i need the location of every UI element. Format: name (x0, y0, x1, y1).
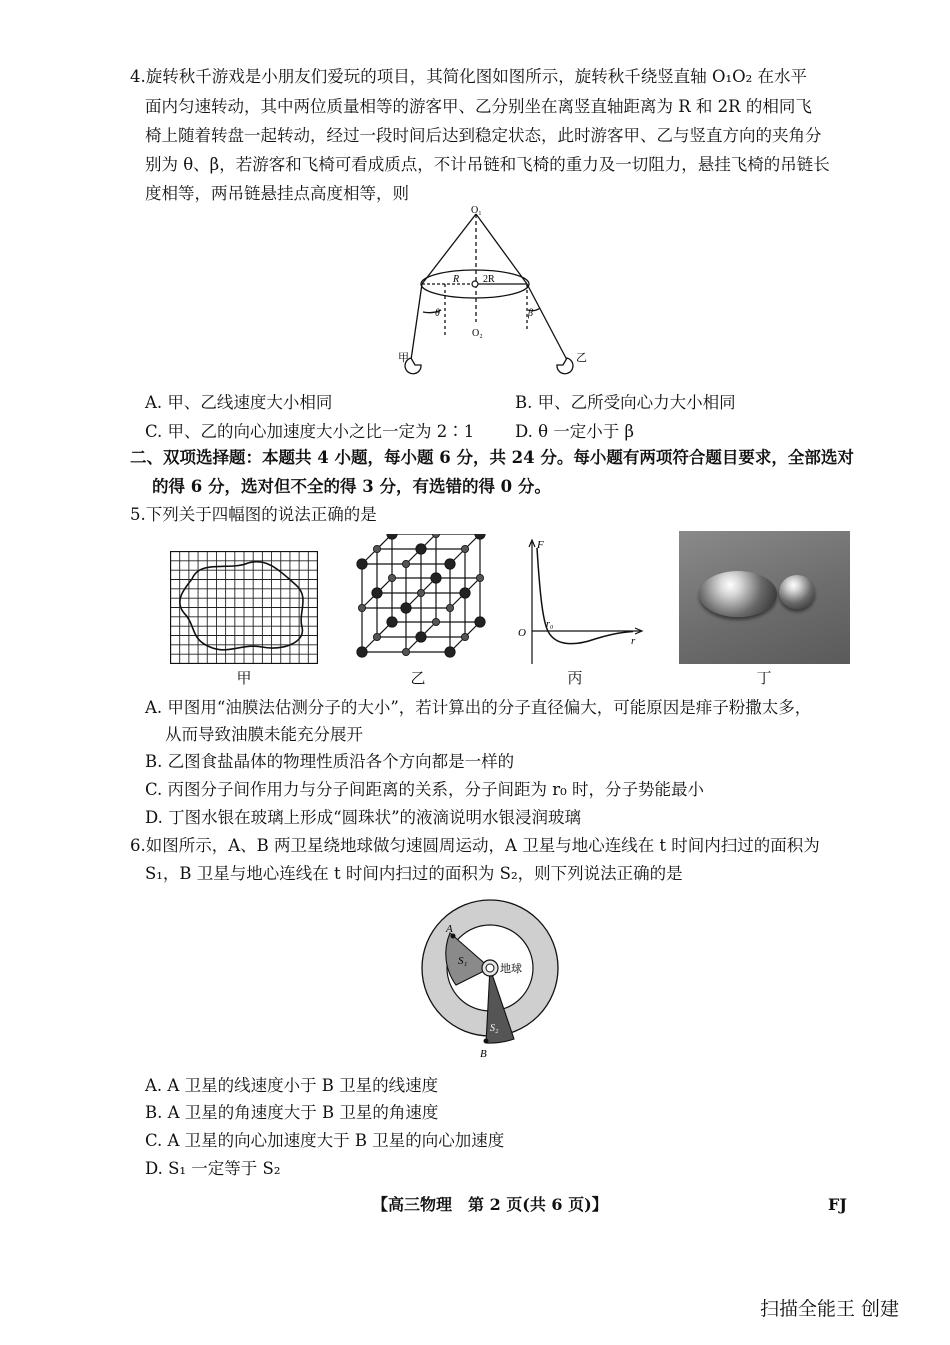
lattice-atom-large (357, 559, 367, 569)
label-jia: 甲 (398, 352, 409, 364)
q6-option-a: A. A 卫星的线速度小于 B 卫星的线速度 (145, 1076, 439, 1095)
q4-stem-line-2: 面内匀速转动，其中两位质量相等的游客甲、乙分别坐在离竖直轴距离为 R 和 2R 的相同飞 (145, 97, 812, 116)
lattice-atom-small (402, 560, 409, 567)
q5-stem: 5.下列关于四幅图的说法正确的是 (130, 505, 377, 524)
footer-code: FJ (828, 1195, 847, 1214)
orbit-label-a: A (446, 923, 453, 935)
satellite-orbit-figure (410, 893, 580, 1063)
label-beta: β (528, 308, 533, 319)
lattice-atom-small (446, 604, 453, 611)
lattice-atom-small (402, 648, 409, 655)
q4-stem-line-3: 椅上随着转盘一起转动，经过一段时间后达到稳定状态，此时游客甲、乙与竖直方向的夹角分 (145, 126, 822, 145)
q4-stem-line-5: 度相等，两吊链悬挂点高度相等，则 (145, 184, 409, 203)
axis-center-point (472, 281, 478, 287)
q6-option-b: B. A 卫星的角速度大于 B 卫星的角速度 (145, 1103, 439, 1122)
lattice-atom-small (432, 534, 439, 538)
lattice-atom-small (358, 604, 365, 611)
oil-film-grid-figure (170, 551, 318, 664)
lattice-atom-large (372, 588, 382, 598)
page-footer: 【高三物理 第 2 页(共 6 页)】 (372, 1195, 608, 1214)
q4-option-b: B. 甲、乙所受向心力大小相同 (515, 393, 736, 412)
mercury-drop-small (779, 575, 815, 609)
q5-option-a-line-1: A. 甲图用“油膜法估测分子的大小”，若计算出的分子直径偏大，可能原因是痱子粉撒太多， (145, 698, 812, 717)
q5-option-c: C. 丙图分子间作用力与分子间距离的关系，分子间距为 r₀ 时，分子势能最小 (145, 780, 705, 799)
lattice-atom-large (431, 573, 441, 583)
lattice-atom-small (373, 633, 380, 640)
label-o2: O₂ (472, 328, 483, 339)
orbit-label-b: B (480, 1048, 487, 1060)
q4-stem-line-1: 4.旋转秋千游戏是小朋友们爱玩的项目，其简化图如图所示，旋转秋千绕竖直轴 O₁O₂ 在水平 (130, 67, 808, 86)
lattice-atom-large (401, 603, 411, 613)
q5-caption-ding: 丁 (756, 669, 772, 687)
q6-option-c: C. A 卫星的向心加速度大于 B 卫星的向心加速度 (145, 1131, 505, 1150)
force-distance-graph (515, 536, 647, 666)
lattice-atom-large (387, 617, 397, 627)
q6-stem-line-1: 6.如图所示，A、B 两卫星绕地球做匀速圆周运动，A 卫星与地心连线在 t 时间内扫过的面积为 (130, 836, 820, 855)
q6-option-d: D. S₁ 一定等于 S₂ (145, 1159, 281, 1178)
orbit-label-earth: 地球 (500, 962, 522, 975)
graph-label-f: F (537, 539, 544, 551)
q5-caption-yi: 乙 (410, 669, 426, 687)
graph-label-r: r (631, 635, 636, 647)
q4-option-c: C. 甲、乙的向心加速度大小之比一定为 2∶1 (145, 422, 475, 441)
lattice-atom-small (461, 633, 468, 640)
lattice-atom-large (475, 617, 485, 627)
lattice-atom-large (445, 559, 455, 569)
swing-figure (395, 200, 605, 385)
graph-label-o: O (518, 627, 526, 639)
lattice-atom-small (417, 589, 424, 596)
q4-option-d: D. θ 一定小于 β (515, 422, 635, 441)
lattice-atom-small (476, 574, 483, 581)
lattice-atom-large (445, 647, 455, 657)
q4-option-a: A. 甲、乙线速度大小相同 (145, 393, 333, 412)
lattice-atom-large (460, 588, 470, 598)
mercury-droplets-photo (679, 531, 850, 664)
q5-caption-bing: 丙 (567, 669, 583, 687)
label-o1: O₁ (471, 205, 482, 216)
orbit-label-s1: S₁ (458, 955, 468, 967)
q4-stem-line-4: 别为 θ、β，若游客和飞椅可看成质点，不计吊链和飞椅的重力及一切阻力，悬挂飞椅的吊链长 (145, 155, 830, 174)
q5-option-b: B. 乙图食盐晶体的物理性质沿各个方向都是一样的 (145, 752, 515, 771)
q5-option-a-line-2: 从而导致油膜未能充分展开 (165, 725, 363, 744)
lattice-atom-large (357, 647, 367, 657)
lattice-atom-small (432, 618, 439, 625)
orbit-label-s2: S₂ (490, 1023, 499, 1034)
scanner-watermark: 扫描全能王 创建 (760, 1298, 900, 1320)
label-yi: 乙 (576, 352, 587, 364)
lattice-atom-small (461, 545, 468, 552)
satellite-b-dot (484, 1039, 489, 1044)
label-r: R (453, 274, 460, 285)
mercury-drop-large (699, 571, 777, 617)
lattice-atom-small (388, 574, 395, 581)
label-2r: 2R (483, 274, 495, 285)
q6-stem-line-2: S₁，B 卫星与地心连线在 t 时间内扫过的面积为 S₂，则下列说法正确的是 (145, 864, 683, 883)
section2-heading-line-2: 的得 6 分，选对但不全的得 3 分，有选错的得 0 分。 (152, 477, 551, 496)
lattice-atom-large (416, 544, 426, 554)
lattice-atom-small (373, 545, 380, 552)
graph-label-r0: r₀ (546, 619, 554, 630)
section2-heading-line-1: 二、双项选择题：本题共 4 小题，每小题 6 分，共 24 分。每小题有两项符合题目要求，全部选对 (130, 448, 854, 467)
q5-caption-jia: 甲 (236, 669, 252, 687)
label-theta: θ (435, 308, 440, 319)
salt-crystal-figure (350, 534, 490, 666)
lattice-atom-large (416, 632, 426, 642)
q5-option-d: D. 丁图水银在玻璃上形成“圆珠状”的液滴说明水银浸润玻璃 (145, 808, 582, 827)
chair-yi-icon (557, 358, 573, 374)
